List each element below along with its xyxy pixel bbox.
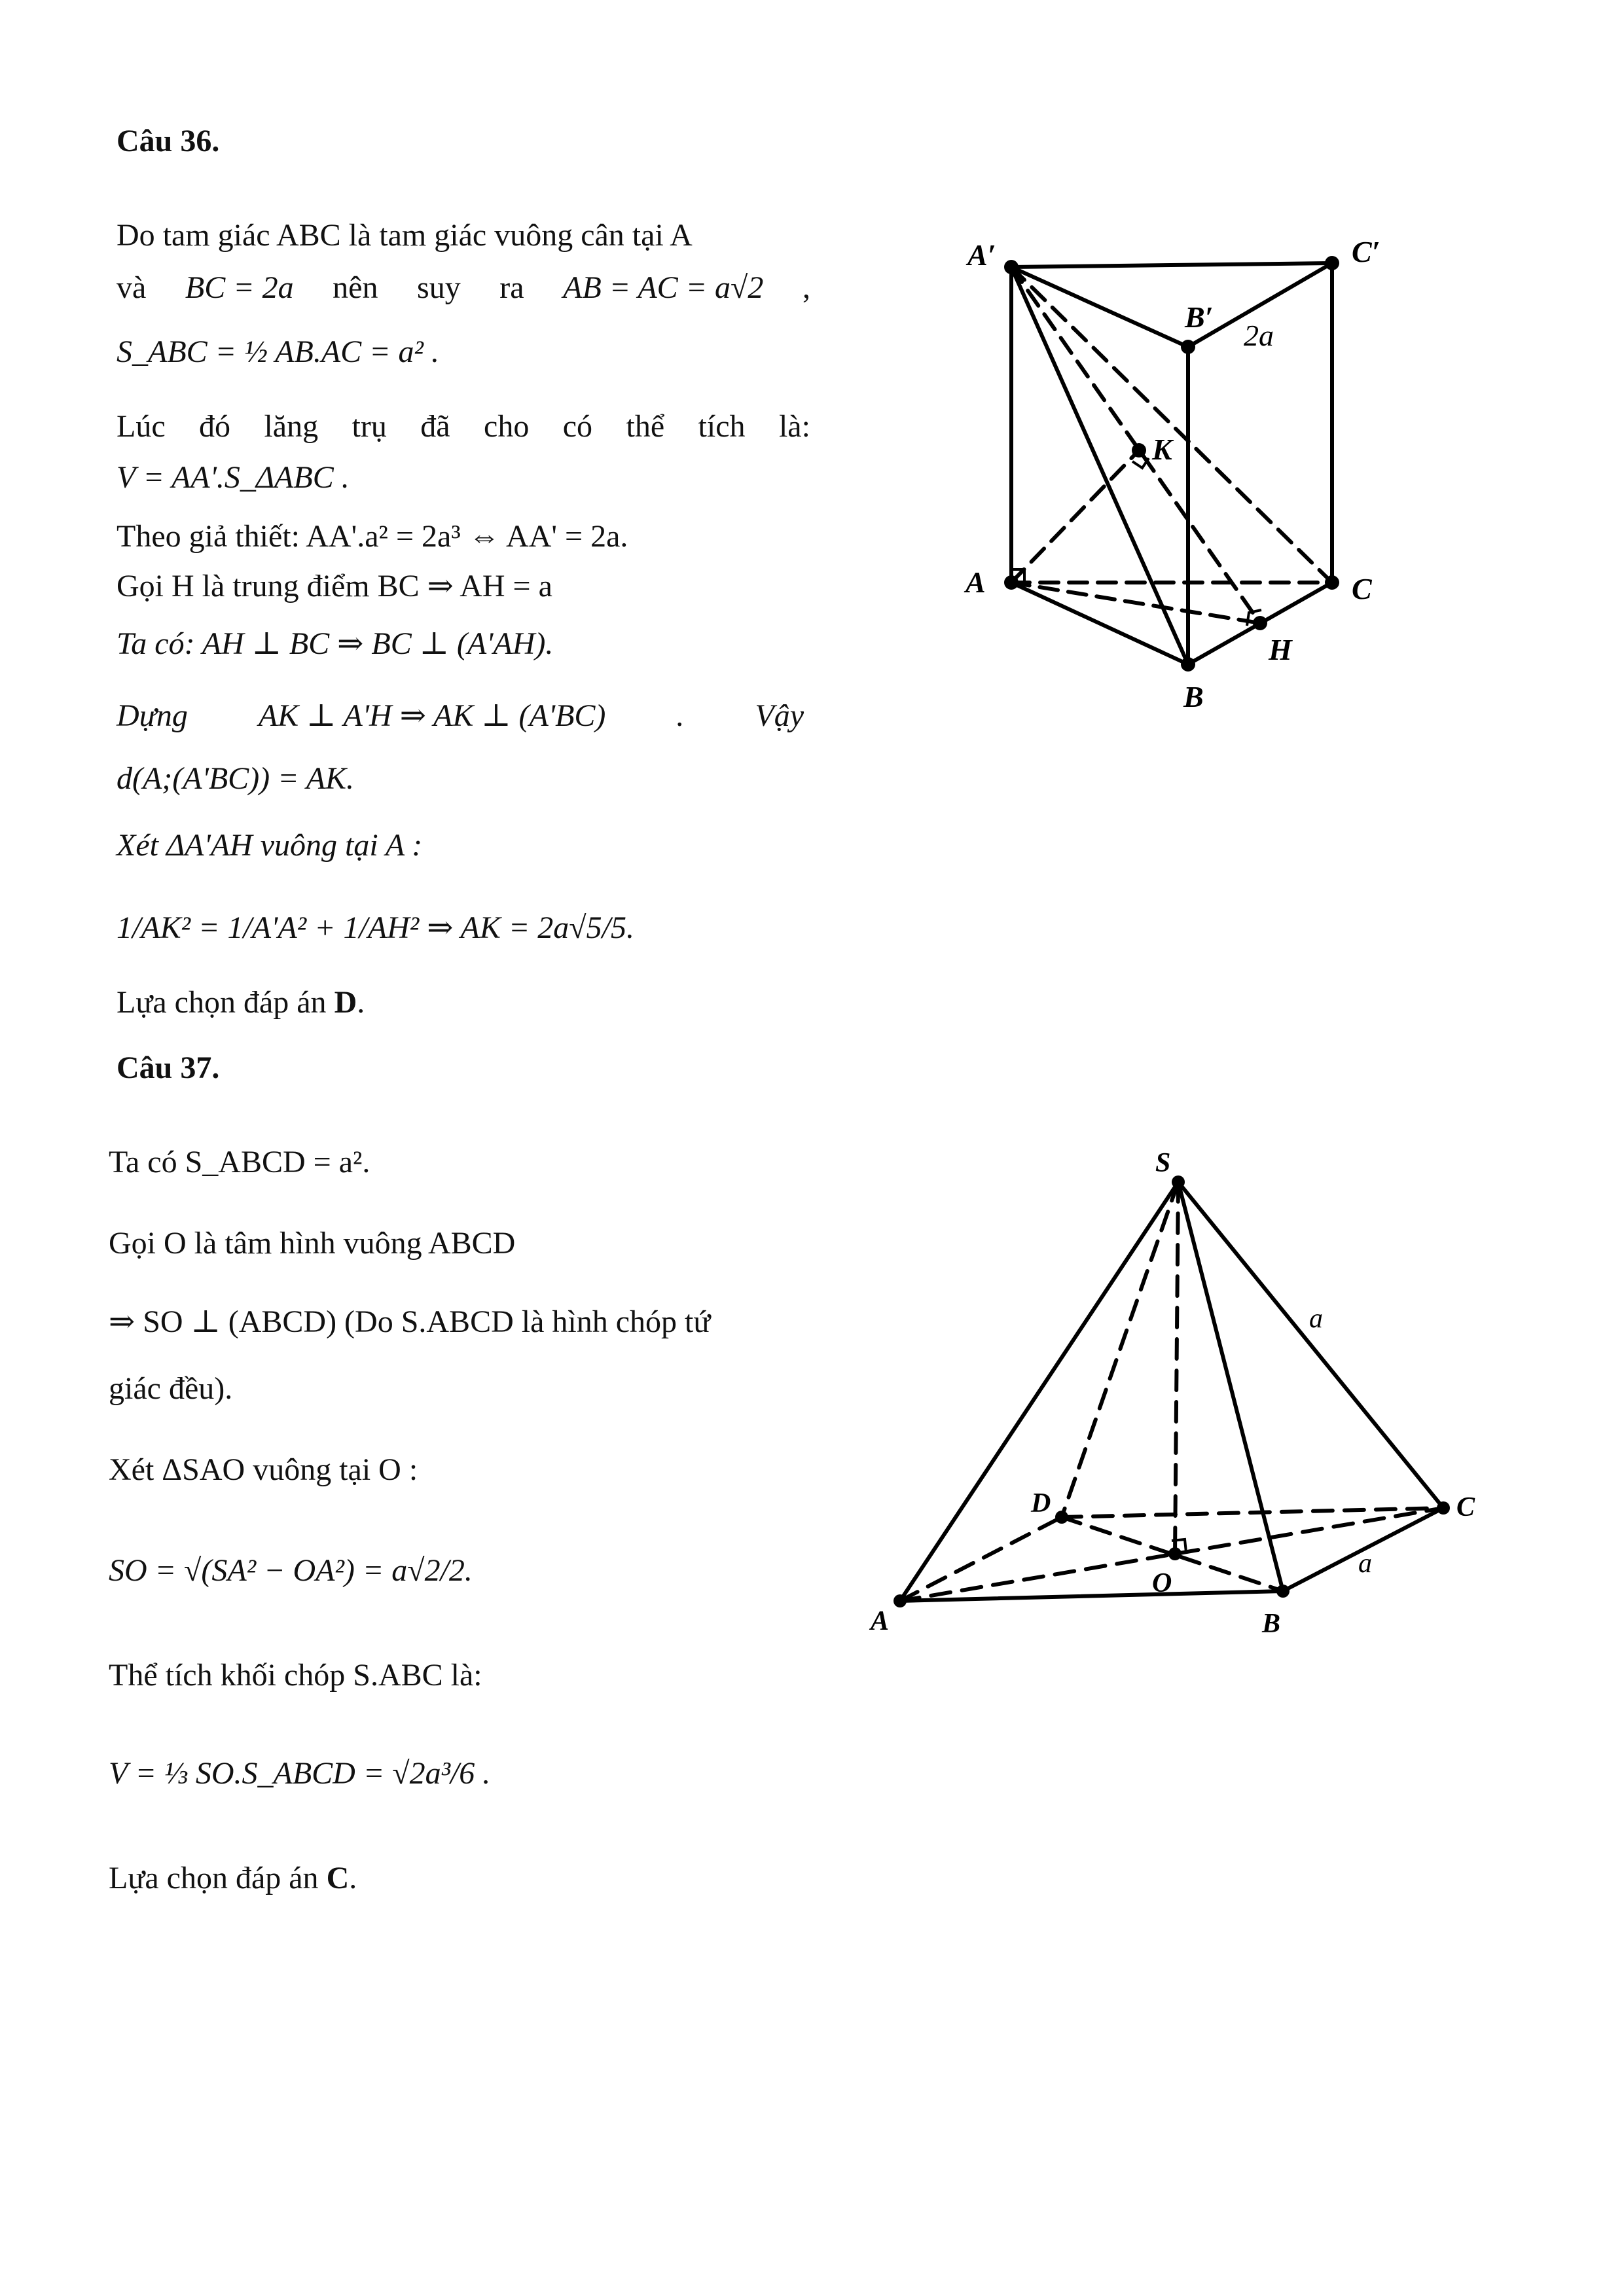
label-A: A <box>965 565 986 599</box>
edge-DC <box>1062 1508 1443 1517</box>
q36-line-5: V = AA'.S_ΔABC . <box>117 460 350 495</box>
label-C: C <box>1352 572 1372 605</box>
q36-line-10: d(A;(A'BC)) = AK. <box>117 761 355 796</box>
pyramid-figure <box>0 1113 1624 1689</box>
point-C <box>1325 575 1339 590</box>
point-B1 <box>1181 340 1195 354</box>
label-B: B <box>1262 1609 1281 1639</box>
point-C1 <box>1325 256 1339 270</box>
q36-line-2: và BC = 2a nên suy ra AB = AC = a√2 , <box>117 270 810 305</box>
label-C: C <box>1456 1492 1475 1522</box>
q37-line-2: Gọi O là tâm hình vuông ABCD <box>109 1226 516 1261</box>
q37-line-4: Xét ΔSAO vuông tại O : <box>109 1452 418 1487</box>
point-S <box>1172 1175 1185 1189</box>
edge-A1C1 <box>1011 263 1332 267</box>
point-B <box>1276 1585 1290 1598</box>
point-D <box>1055 1511 1068 1524</box>
q36-line-1: Do tam giác ABC là tam giác vuông cân tại A <box>117 218 693 253</box>
q37-line-5: SO = √(SA² − OA²) = a√2/2. <box>109 1553 473 1588</box>
edge-AB <box>900 1591 1283 1601</box>
q36-line-3: S_ABC = ½ AB.AC = a² . <box>117 334 439 369</box>
label-C1: C′ <box>1352 235 1380 268</box>
label-A1: A′ <box>967 238 996 272</box>
edge-AB <box>1011 583 1188 664</box>
label-S: S <box>1155 1148 1171 1178</box>
q36-line-9: Dựng AK ⊥ A'H ⇒ AK ⊥ (A'BC) . Vậy <box>117 698 804 733</box>
point-C <box>1437 1501 1450 1515</box>
q36-line-11: Xét ΔA'AH vuông tại A : <box>117 828 423 863</box>
label-D: D <box>1031 1488 1051 1518</box>
point-A <box>893 1594 907 1607</box>
edge-SA <box>900 1182 1178 1601</box>
q36-line-4: Lúc đó lăng trụ đã cho có thể tích là: <box>117 409 810 444</box>
q37-heading: Câu 37. <box>117 1050 220 1085</box>
right-angle-K <box>1132 458 1149 468</box>
q36-line-6: Theo giả thiết: AA'.a² = 2a³ ⇔ AA' = 2a. <box>117 519 628 554</box>
q36-answer: Lựa chọn đáp án D. <box>117 985 365 1020</box>
label-H: H <box>1269 633 1292 666</box>
label-A: A <box>871 1606 890 1636</box>
q37-line-3b: giác đều). <box>109 1371 233 1406</box>
q37-line-7: V = ⅓ SO.S_ABCD = √2a³/6 . <box>109 1756 491 1791</box>
q37-line-1: Ta có S_ABCD = a². <box>109 1145 370 1179</box>
edge-AH <box>1011 583 1260 623</box>
q37-line-6: Thể tích khối chóp S.ABC là: <box>109 1658 482 1693</box>
point-K <box>1132 443 1146 457</box>
edge-SD <box>1062 1182 1178 1517</box>
label-K: K <box>1152 433 1172 466</box>
q36-line-8: Ta có: AH ⊥ BC ⇒ BC ⊥ (A'AH). <box>117 626 554 661</box>
q36-line-7: Gọi H là trung điểm BC ⇒ AH = a <box>117 569 552 603</box>
label-O: O <box>1152 1568 1172 1598</box>
q37-answer: Lựa chọn đáp án C. <box>109 1861 357 1895</box>
point-A <box>1004 575 1019 590</box>
label-a-SC: a <box>1309 1304 1323 1334</box>
point-B <box>1181 657 1195 672</box>
point-A1 <box>1004 260 1019 274</box>
label-B: B <box>1183 680 1204 713</box>
edge-SO <box>1175 1182 1178 1554</box>
prism-figure <box>0 0 1624 753</box>
point-O <box>1168 1547 1182 1560</box>
q36-heading: Câu 36. <box>117 124 220 158</box>
point-H <box>1253 616 1267 630</box>
edge-AK <box>1011 450 1139 583</box>
label-2a: 2a <box>1244 319 1274 352</box>
label-a-BC: a <box>1358 1549 1372 1579</box>
q37-line-3: ⇒ SO ⊥ (ABCD) (Do S.ABCD là hình chóp tứ <box>109 1304 711 1339</box>
q36-line-12: 1/AK² = 1/A'A² + 1/AH² ⇒ AK = 2a√5/5. <box>117 910 634 945</box>
label-B1: B′ <box>1185 300 1214 334</box>
